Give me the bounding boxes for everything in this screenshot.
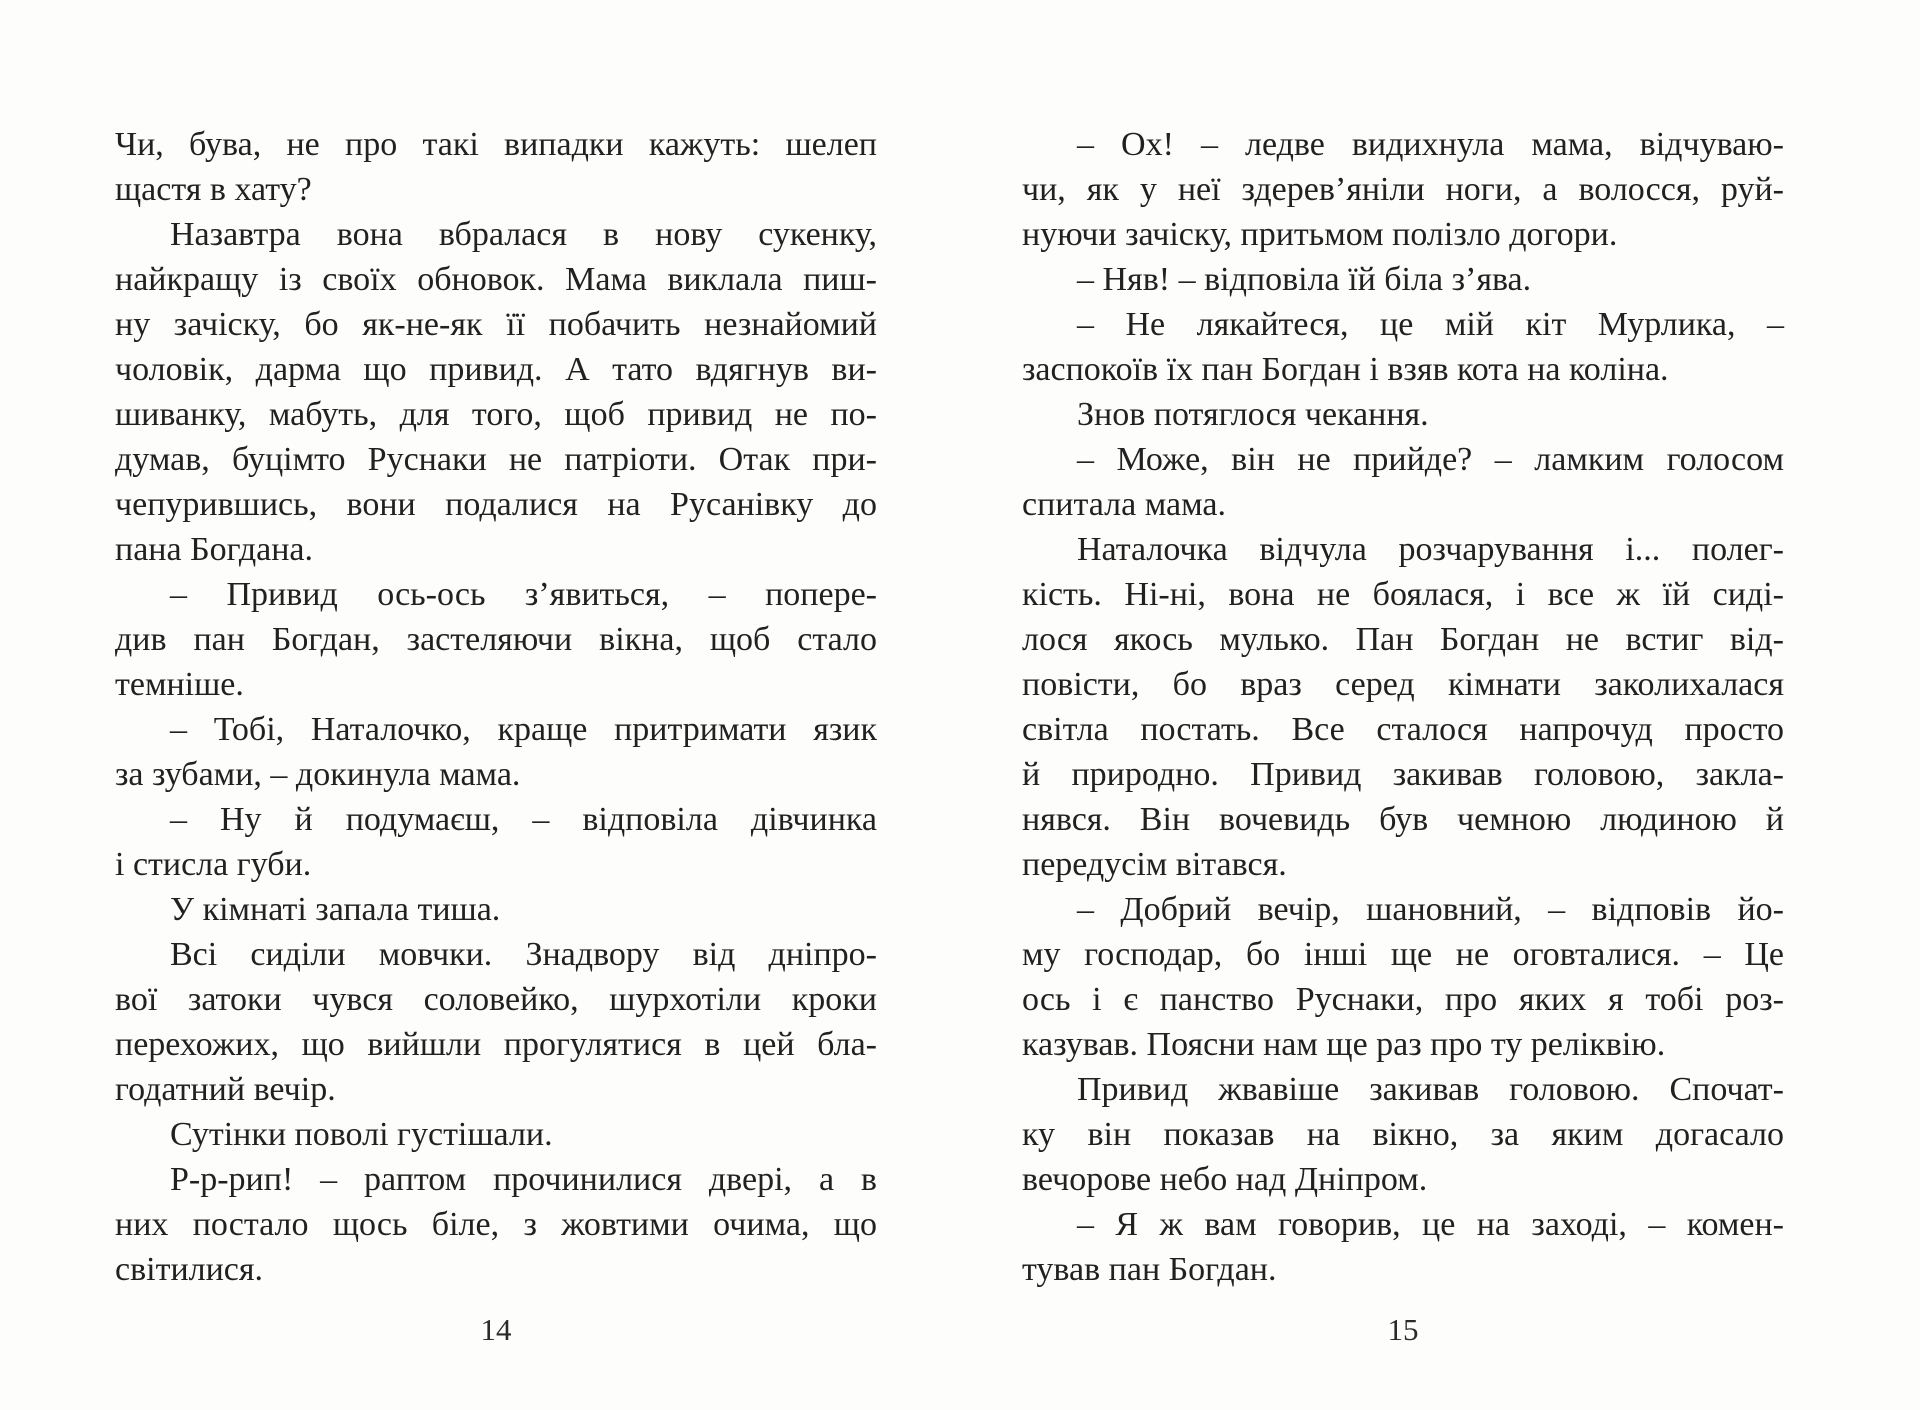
text-line: Всі сиділи мовчки. Знадвору від дніпро-	[170, 936, 877, 973]
text-line: чи, як у неї здерев’яніли ноги, а волосся, руй-	[1022, 171, 1784, 208]
text-line: – Ох! – ледве видихнула мама, відчуваю-	[1077, 126, 1784, 163]
text-line: світла постать. Все сталося напрочуд просто	[1022, 711, 1784, 748]
text-line: Сутінки поволі густішали.	[170, 1116, 553, 1153]
text-line: чепурившись, вони подалися на Русанівку до	[115, 486, 877, 523]
text-line: тував пан Богдан.	[1022, 1251, 1277, 1288]
page-left-number: 14	[480, 1312, 512, 1347]
text-line: ну зачіску, бо як-не-як її побачить незнайомий	[115, 306, 877, 343]
text-line: шиванку, мабуть, для того, щоб привид не по-	[115, 396, 877, 433]
text-line: Привид жвавіше закивав головою. Спочат-	[1077, 1071, 1784, 1108]
text-line: чоловік, дарма що привид. А тато вдягнув ви-	[115, 351, 877, 388]
text-line: Назавтра вона вбралася в нову сукенку,	[170, 216, 877, 253]
text-line: див пан Богдан, застеляючи вікна, щоб стало	[115, 621, 877, 658]
page-left	[115, 0, 877, 1410]
text-line: Знов потяглося чекання.	[1077, 396, 1429, 433]
text-line: найкращу із своїх обновок. Мама виклала пиш-	[115, 261, 877, 298]
text-line: нявся. Він вочевидь був чемною людиною й	[1022, 801, 1784, 838]
text-line: темніше.	[115, 666, 244, 703]
text-line: – Може, він не прийде? – ламким голосом	[1077, 441, 1784, 478]
text-line: вої затоки чувся соловейко, шурхотіли кроки	[115, 981, 877, 1018]
text-line: – Добрий вечір, шановний, – відповів йо-	[1077, 891, 1784, 928]
text-line: ку він показав на вікно, за яким догасало	[1022, 1116, 1784, 1153]
text-line: повісти, бо враз серед кімнати заколихалася	[1022, 666, 1784, 703]
text-line: перехожих, що вийшли прогулятися в цей бла-	[115, 1026, 877, 1063]
text-line: Чи, бува, не про такі випадки кажуть: шелеп	[115, 126, 877, 163]
text-line: заспокоїв їх пан Богдан і взяв кота на коліна.	[1022, 351, 1669, 388]
text-line: лося якось мулько. Пан Богдан не встиг від-	[1022, 621, 1784, 658]
text-line: казував. Поясни нам ще раз про ту реліквію.	[1022, 1026, 1666, 1063]
page-right-text	[1022, 122, 1784, 1292]
text-line: – Тобі, Наталочко, краще притримати язик	[170, 711, 877, 748]
text-line: за зубами, – докинула мама.	[115, 756, 521, 793]
text-line: них постало щось біле, з жовтими очима, що	[115, 1206, 877, 1243]
page-right	[1022, 0, 1784, 1410]
text-line: У кімнаті запала тиша.	[170, 891, 501, 928]
text-line: кість. Ні-ні, вона не боялася, і все ж їй сиді-	[1022, 576, 1784, 613]
text-line: – Я ж вам говорив, це на заході, – комен-	[1077, 1206, 1784, 1243]
text-line: ось і є панство Руснаки, про яких я тобі роз-	[1022, 981, 1784, 1018]
text-line: нуючи зачіску, притьмом полізло догори.	[1022, 216, 1618, 253]
text-line: – Не лякайтеся, це мій кіт Мурлика, –	[1077, 306, 1784, 343]
text-line: і стисла губи.	[115, 846, 312, 883]
text-line: спитала мама.	[1022, 486, 1226, 523]
text-line: му господар, бо інші ще не оговталися. – Це	[1022, 936, 1784, 973]
text-line: світилися.	[115, 1251, 264, 1288]
text-line: думав, буцімто Руснаки не патріоти. Отак при-	[115, 441, 877, 478]
text-line: пана Богдана.	[115, 531, 314, 568]
text-line: – Няв! – відповіла їй біла з’ява.	[1077, 261, 1532, 298]
text-line: й природно. Привид закивав головою, закла-	[1022, 756, 1784, 793]
text-line: вечорове небо над Дніпром.	[1022, 1161, 1428, 1198]
text-line: годатний вечір.	[115, 1071, 336, 1108]
page-left-text	[115, 122, 877, 1292]
text-line: – Ну й подумаєш, – відповіла дівчинка	[170, 801, 877, 838]
text-line: щастя в хату?	[115, 171, 312, 208]
text-line: передусім вітався.	[1022, 846, 1287, 883]
page-right-number: 15	[1387, 1312, 1419, 1347]
text-line: – Привид ось-ось з’явиться, – попере-	[170, 576, 877, 613]
text-line: Наталочка відчула розчарування і... полег-	[1077, 531, 1784, 568]
text-line: Р-р-рип! – раптом прочинилися двері, а в	[170, 1161, 877, 1198]
